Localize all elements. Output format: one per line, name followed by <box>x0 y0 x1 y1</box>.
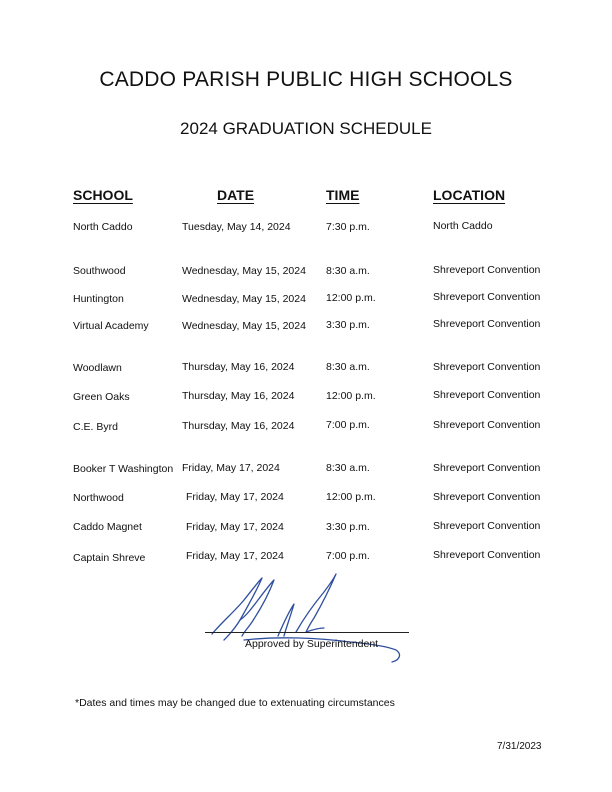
cell-date: Tuesday, May 14, 2024 <box>182 221 291 233</box>
cell-school: Captain Shreve <box>73 552 146 564</box>
cell-location: Shreveport Convention <box>433 291 541 303</box>
cell-time: 12:00 p.m. <box>326 390 376 402</box>
cell-school: Virtual Academy <box>73 320 149 332</box>
cell-date: Wednesday, May 15, 2024 <box>182 293 306 305</box>
cell-time: 3:30 p.m. <box>326 319 370 331</box>
column-header-school: SCHOOL <box>73 187 133 203</box>
cell-school: North Caddo <box>73 221 133 233</box>
cell-location: Shreveport Convention <box>433 549 541 561</box>
cell-time: 8:30 a.m. <box>326 361 370 373</box>
cell-school: C.E. Byrd <box>73 421 118 433</box>
cell-time: 7:30 p.m. <box>326 221 370 233</box>
cell-school: Southwood <box>73 265 126 277</box>
superintendent-signature <box>200 566 410 670</box>
cell-school: Northwood <box>73 492 124 504</box>
signature-line <box>205 632 409 633</box>
cell-time: 7:00 p.m. <box>326 419 370 431</box>
cell-location: Shreveport Convention <box>433 520 541 532</box>
cell-date: Thursday, May 16, 2024 <box>182 420 295 432</box>
column-header-date: DATE <box>217 187 255 203</box>
cell-school: Huntington <box>73 293 124 305</box>
cell-date: Wednesday, May 15, 2024 <box>182 265 306 277</box>
column-header-time: TIME <box>326 187 360 203</box>
cell-location: Shreveport Convention <box>433 264 541 276</box>
cell-date: Wednesday, May 15, 2024 <box>182 320 306 332</box>
cell-date: Thursday, May 16, 2024 <box>182 361 295 373</box>
cell-school: Green Oaks <box>73 391 130 403</box>
cell-time: 3:30 p.m. <box>326 521 370 533</box>
cell-school: Caddo Magnet <box>73 521 142 533</box>
footnote: *Dates and times may be changed due to extenuating circumstances <box>75 697 395 709</box>
cell-time: 8:30 a.m. <box>326 462 370 474</box>
column-header-location: LOCATION <box>433 187 506 203</box>
cell-time: 8:30 a.m. <box>326 265 370 277</box>
cell-date: Thursday, May 16, 2024 <box>182 390 295 402</box>
cell-date: Friday, May 17, 2024 <box>186 550 284 562</box>
cell-school: Woodlawn <box>73 362 122 374</box>
signature-stroke <box>212 578 262 640</box>
cell-location: Shreveport Convention <box>433 462 541 474</box>
cell-location: Shreveport Convention <box>433 361 541 373</box>
cell-date: Friday, May 17, 2024 <box>182 462 280 474</box>
cell-date: Friday, May 17, 2024 <box>186 521 284 533</box>
cell-location: Shreveport Convention <box>433 318 541 330</box>
cell-location: Shreveport Convention <box>433 389 541 401</box>
document-date: 7/31/2023 <box>497 741 542 752</box>
cell-location: Shreveport Convention <box>433 419 541 431</box>
cell-location: Shreveport Convention <box>433 491 541 503</box>
signature-caption: Approved by Superintendent <box>245 638 379 650</box>
cell-date: Friday, May 17, 2024 <box>186 491 284 503</box>
page-subtitle: 2024 GRADUATION SCHEDULE <box>180 119 432 138</box>
cell-school: Booker T Washington <box>73 463 174 475</box>
cell-time: 7:00 p.m. <box>326 550 370 562</box>
cell-time: 12:00 p.m. <box>326 491 376 503</box>
page-title: CADDO PARISH PUBLIC HIGH SCHOOLS <box>99 68 513 91</box>
cell-location: North Caddo <box>433 220 493 232</box>
cell-time: 12:00 p.m. <box>326 292 376 304</box>
signature-stroke <box>296 574 336 632</box>
